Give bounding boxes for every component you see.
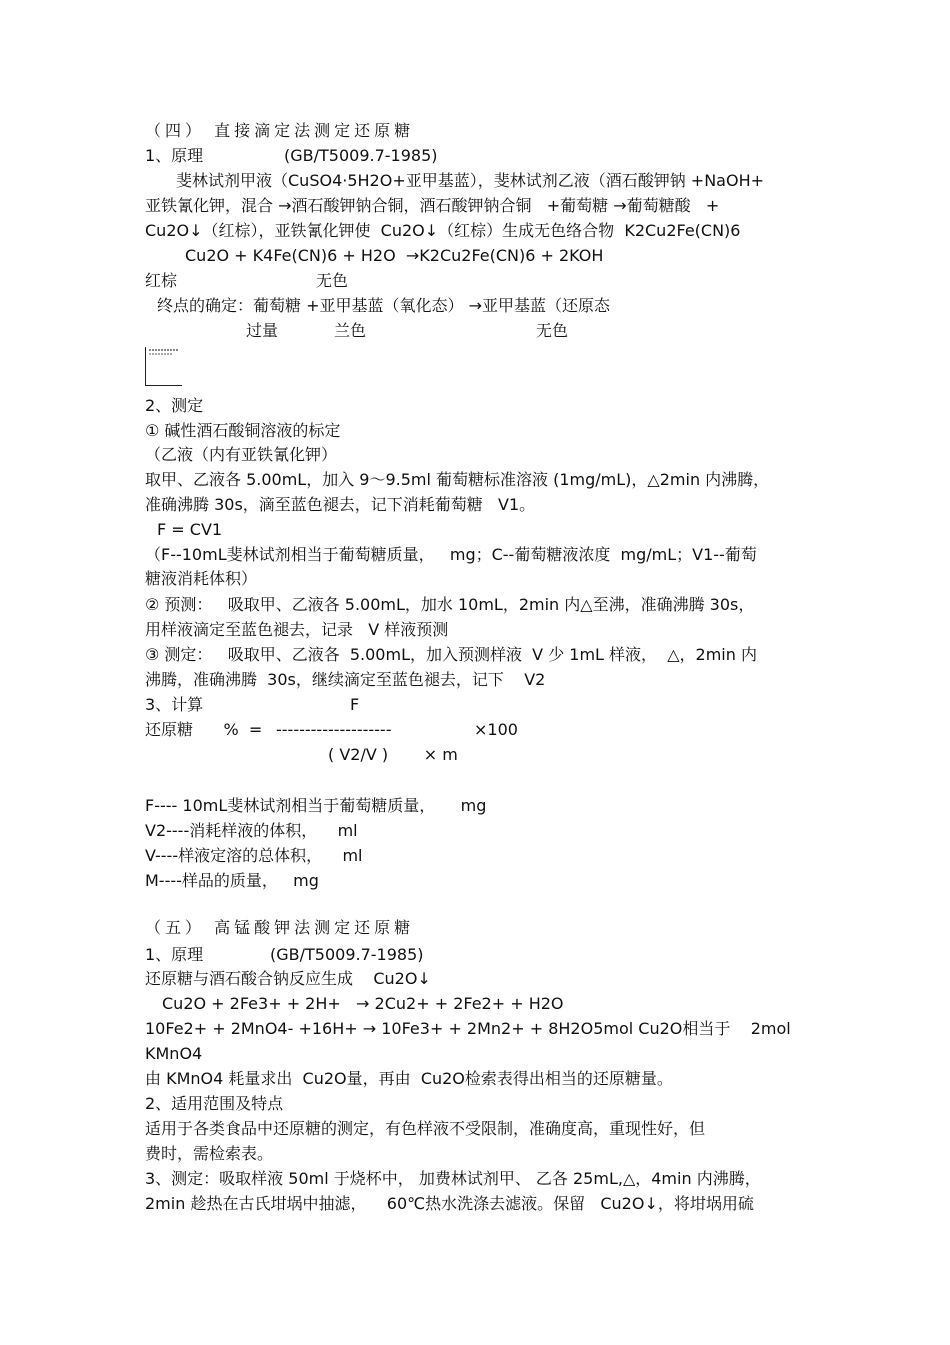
s4-m5: （F--10mL斐林试剂相当于葡萄糖质量， mg；C--葡萄糖液浓度 mg/mL；V1--葡萄 (145, 545, 757, 564)
s4-line1: 斐林试剂甲液（CuSO4·5H2O+亚甲基蓝），斐林试剂乙液（酒石酸钾钠 +NaOH+ (176, 171, 765, 190)
s4-m2: 取甲、乙液各 5.00mL，加入 9～9.5ml 葡萄糖标准溶液 (1mg/mL)，△2min 内沸腾， (145, 470, 770, 489)
s4-m8: 用样液滴定至蓝色褪去，记录 V 样液预测 (145, 620, 449, 639)
s4-calc-heading: 3、计算 (145, 695, 204, 714)
s5-line5: 由 KMnO4 耗量求出 Cu2O量，再由 Cu2O检索表得出相当的还原糖量。 (145, 1069, 673, 1088)
s4-principle-num: 1、原理 (145, 146, 204, 165)
s4-line2: 亚铁氰化钾，混合 →酒石酸钾钠合铜，酒石酸钾钠合铜 +葡萄糖 →葡萄糖酸 + (145, 196, 720, 215)
s4-m9: ③ 测定： 吸取甲、乙液各 5.00mL，加入预测样液 V 少 1mL 样液， △，2min 内 (145, 645, 757, 664)
s5-line1: 还原糖与酒石酸合钠反应生成 Cu2O↓ (145, 969, 431, 988)
s4-m3: 准确沸腾 30s，滴至蓝色褪去，记下消耗葡萄糖 V1。 (145, 495, 536, 514)
s5-line9: 2min 趁热在古氏坩埚中抽滤， 60℃热水洗涤去滤液。保留 Cu2O↓，将坩埚用硫 (145, 1194, 754, 1213)
s5-principle-standard: (GB/T5009.7-1985) (270, 945, 424, 964)
s4-measure-heading: 2、测定 (145, 396, 204, 415)
formula-multiplier: ×100 (474, 720, 518, 739)
s4-endpoint: 终点的确定：葡萄糖 +亚甲基蓝（氧化态） →亚甲基蓝（还原态 (157, 296, 610, 315)
s4-label-colorless: 无色 (316, 271, 349, 290)
s4-label-excess: 过量 (246, 321, 279, 340)
formula-fraction-bar: -------------------- (276, 720, 392, 739)
s4-var-m: M----样品的质量， mg (145, 871, 319, 890)
s5-principle-num: 1、原理 (145, 945, 204, 964)
s4-principle-standard: (GB/T5009.7-1985) (284, 146, 438, 165)
s4-m7: ② 预测： 吸取甲、乙液各 5.00mL，加水 10mL，2min 内△至沸，准确沸腾 30s， (145, 595, 755, 614)
s4-label-red-brown: 红棕 (145, 271, 178, 290)
s4-line3: Cu2O↓（红棕），亚铁氰化钾使 Cu2O↓（红棕）生成无色络合物 K2Cu2Fe(CN)6 (145, 221, 741, 240)
s5-line7: 费时，需检索表。 (145, 1144, 274, 1163)
embedded-figure-placeholder (145, 347, 182, 386)
s4-m1b: （乙液（内有亚铁氰化钾） (145, 445, 338, 464)
s4-var-f: F---- 10mL斐林试剂相当于葡萄糖质量， mg (145, 796, 487, 815)
section4-heading: （四） 直接滴定法测定还原糖 (145, 121, 415, 140)
s4-reaction: Cu2O + K4Fe(CN)6 + H2O →K2Cu2Fe(CN)6 + 2KOH (185, 246, 604, 265)
s4-formula-f: F = CV1 (157, 520, 223, 539)
formula-numerator: F (350, 695, 360, 714)
s4-label-blue: 兰色 (334, 321, 367, 340)
s5-reaction1: Cu2O + 2Fe3+ + 2H+ → 2Cu2+ + 2Fe2+ + H2O (162, 994, 564, 1013)
s4-m1: ① 碱性酒石酸铜溶液的标定 (145, 421, 341, 440)
figure-text-line (149, 353, 173, 355)
s5-scope-heading: 2、适用范围及特点 (145, 1094, 284, 1113)
s4-label-colorless-2: 无色 (536, 321, 569, 340)
s4-m10: 沸腾，准确沸腾 30s，继续滴定至蓝色褪去，记下 V2 (145, 670, 546, 689)
s5-reaction2: 10Fe2+ + 2MnO4- +16H+ → 10Fe3+ + 2Mn2+ + 8H2O5mol Cu2O相当于 2mol (145, 1019, 791, 1038)
s5-line6: 适用于各类食品中还原糖的测定，有色样液不受限制，准确度高，重现性好，但 (145, 1119, 706, 1138)
s4-var-v: V----样液定溶的总体积， ml (145, 846, 363, 865)
formula-denominator: ( V2/V ) × m (328, 745, 458, 764)
s4-var-v2: V2----消耗样液的体积， ml (145, 821, 358, 840)
formula-left: 还原糖 % = (145, 720, 263, 739)
figure-text-line (149, 349, 179, 351)
s5-line8: 3、测定：吸取样液 50ml 于烧杯中， 加费林试剂甲、 乙各 25mL,△，4min 内沸腾， (145, 1169, 761, 1188)
s4-m6: 糖液消耗体积） (145, 569, 258, 588)
s5-line4: KMnO4 (145, 1044, 203, 1063)
section5-heading: （五） 高锰酸钾法测定还原糖 (145, 918, 415, 937)
